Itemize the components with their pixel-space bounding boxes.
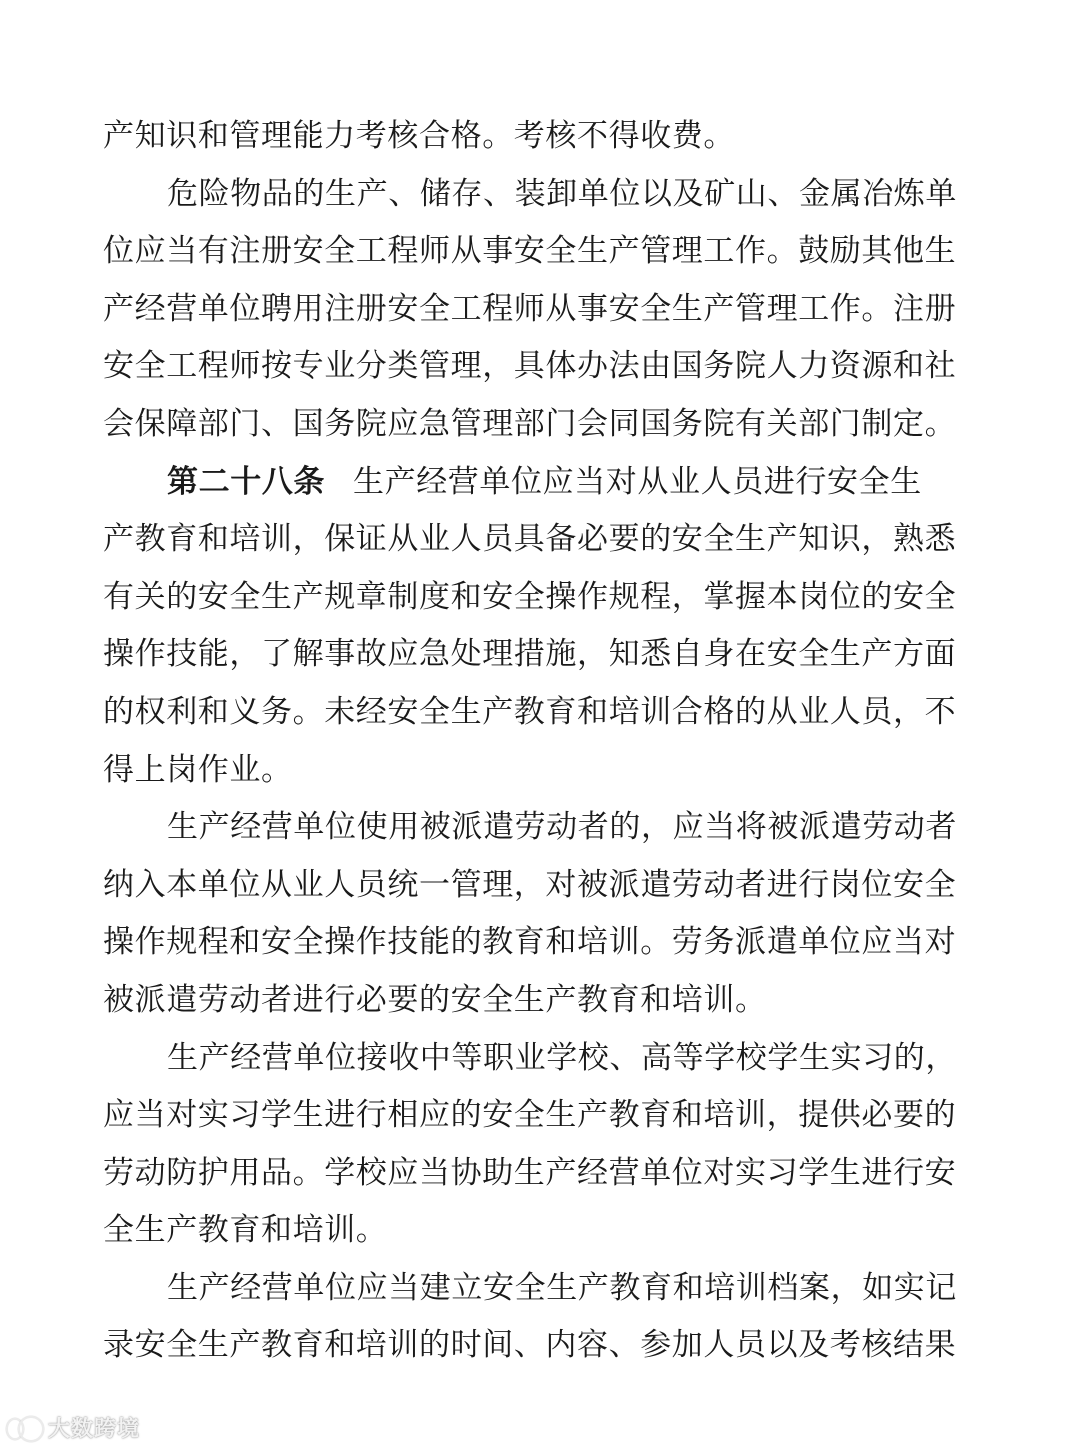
watermark	[6, 1410, 140, 1444]
text-line: 有关的安全生产规章制度和安全操作规程，掌握本岗位的安全	[103, 578, 957, 615]
text-line: 纳入本单位从业人员统一管理，对被派遣劳动者进行岗位安全	[103, 866, 957, 903]
document-body	[103, 108, 983, 1375]
text-line: 安全工程师按专业分类管理，具体办法由国务院人力资源和社	[103, 348, 957, 385]
watermark-text: 大数跨境	[48, 1416, 141, 1442]
paragraph-start-line: 生产经营单位使用被派遣劳动者的，应当将被派遣劳动者	[167, 809, 957, 846]
text-line: 劳动防护用品。学校应当协助生产经营单位对实习学生进行安	[103, 1154, 957, 1191]
paragraph-start-line: 危险物品的生产、储存、装卸单位以及矿山、金属冶炼单	[167, 175, 957, 212]
paragraph-start-line: 生产经营单位应当建立安全生产教育和培训档案，如实记	[167, 1269, 957, 1306]
text-line: 全生产教育和培训。	[103, 1212, 388, 1249]
text-line: 操作技能，了解事故应急处理措施，知悉自身在安全生产方面	[103, 636, 957, 673]
text-line: 产经营单位聘用注册安全工程师从事安全生产管理工作。注册	[103, 290, 957, 327]
article-heading: 第二十八条	[167, 463, 325, 500]
text-line: 会保障部门、国务院应急管理部门会同国务院有关部门制定。	[103, 405, 957, 442]
text-line: 录安全生产教育和培训的时间、内容、参加人员以及考核结果	[103, 1327, 957, 1364]
text-line: 产知识和管理能力考核合格。考核不得收费。	[103, 118, 735, 154]
text-line: 得上岗作业。	[103, 751, 293, 788]
paragraph-start-line: 生产经营单位接收中等职业学校、高等学校学生实习的，	[167, 1039, 957, 1076]
text-line: 位应当有注册安全工程师从事安全生产管理工作。鼓励其他生	[103, 233, 957, 270]
article-first-line-text: 生产经营单位应当对从业人员进行安全生	[353, 463, 922, 500]
text-line: 产教育和培训，保证从业人员具备必要的安全生产知识，熟悉	[103, 521, 957, 558]
article-first-line	[103, 454, 983, 512]
text-line: 操作规程和安全操作技能的教育和培训。劳务派遣单位应当对	[103, 924, 957, 961]
text-line: 的权利和义务。未经安全生产教育和培训合格的从业人员，不	[103, 693, 957, 730]
text-line: 应当对实习学生进行相应的安全生产教育和培训，提供必要的	[103, 1097, 957, 1134]
text-line: 被派遣劳动者进行必要的安全生产教育和培训。	[103, 981, 767, 1018]
dashu-logo-icon	[6, 1414, 42, 1440]
